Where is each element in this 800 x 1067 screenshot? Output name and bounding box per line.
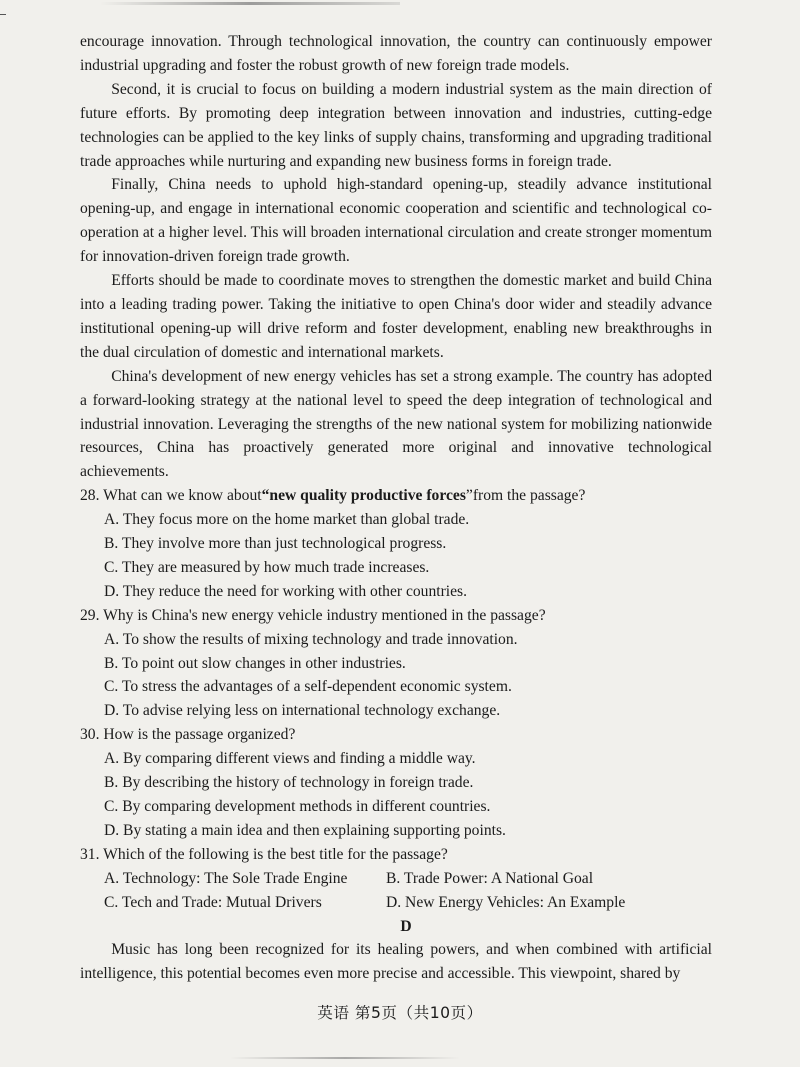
exam-page [80, 30, 712, 986]
scan-edge-mark [0, 14, 6, 15]
scan-artifact-bottom [230, 1057, 460, 1059]
question-31-option-c: C. Tech and Trade: Mutual Drivers [104, 893, 322, 911]
question-28-stem-pre: 28. What can we know about [80, 487, 262, 505]
question-30 [80, 723, 712, 843]
question-28 [80, 484, 712, 604]
question-31-option-a: A. Technology: The Sole Trade Engine [104, 869, 348, 887]
question-31 [80, 843, 712, 915]
question-29-option-c: C. To stress the advantages of a self-dependent economic system. [104, 678, 512, 696]
question-29-option-b: B. To point out slow changes in other industries. [104, 654, 406, 672]
passage-paragraph: Finally, China needs to uphold high-standard opening-up, steadily advance institutional opening-up, and engage in international economic cooperation and scientific and technological co-operation at a higher level. This will broaden international circulation and create stronger momentum for innovation-driven foreign trade growth. [80, 176, 712, 266]
question-28-option-d: D. They reduce the need for working with other countries. [104, 582, 468, 600]
page-footer: 英语 第5页（共10页） [317, 1004, 483, 1022]
question-30-option-b: B. By describing the history of technology in foreign trade. [104, 774, 474, 792]
question-28-option-b: B. They involve more than just technological progress. [104, 535, 447, 553]
scan-artifact-top [100, 2, 400, 5]
passage-paragraph: encourage innovation. Through technological innovation, the country can continuously empower industrial upgrading and foster the robust growth of new foreign trade models. [80, 33, 712, 74]
question-31-option-b: B. Trade Power: A National Goal [386, 869, 594, 887]
question-28-key-term: “new quality productive forces [261, 487, 466, 505]
question-29 [80, 604, 712, 724]
question-29-stem: 29. Why is China's new energy vehicle industry mentioned in the passage? [80, 606, 546, 624]
question-31-stem: 31. Which of the following is the best title for the passage? [80, 845, 448, 863]
question-30-stem: 30. How is the passage organized? [80, 726, 296, 744]
question-28-stem [80, 484, 712, 508]
section-d-intro: Music has long been recognized for its healing powers, and when combined with artificial intelligence, this potential becomes even more precise and accessible. This viewpoint, shared by [80, 941, 712, 983]
question-29-option-a: A. To show the results of mixing technology and trade innovation. [104, 630, 518, 648]
passage-paragraph: China's development of new energy vehicles has set a strong example. The country has adopted a forward-looking strategy at the national level to speed the deep integration of technological and industrial innovation. Leveraging the strengths of the new national system for mobilizing nationwide resources, China has proactively generated more original and innovative technological achievements. [80, 367, 712, 481]
question-31-option-d: D. New Energy Vehicles: An Example [386, 893, 626, 911]
question-28-option-c: C. They are measured by how much trade increases. [104, 558, 430, 576]
question-28-stem-post: ”from the passage? [465, 487, 586, 505]
passage-paragraph: Second, it is crucial to focus on building a modern industrial system as the main direction of future efforts. By promoting deep integration between innovation and industries, cutting-edge technologies can be applied to the key links of supply chains, transforming and upgrading traditional trade approaches while nurturing and expanding new business forms in foreign trade. [80, 80, 712, 170]
question-30-option-a: A. By comparing different views and finding a middle way. [104, 750, 476, 768]
section-d-heading: D [400, 917, 412, 935]
question-30-option-d: D. By stating a main idea and then explaining supporting points. [104, 821, 506, 839]
question-30-option-c: C. By comparing development methods in different countries. [104, 798, 491, 815]
question-29-option-d: D. To advise relying less on international technology exchange. [104, 702, 501, 720]
question-31-options [80, 867, 712, 915]
passage-paragraph: Efforts should be made to coordinate moves to strengthen the domestic market and build China into a leading trading power. Taking the initiative to open China's door wider and steadily advance institutional opening-up will drive reform and foster development, enabling new breakthroughs in the dual circulation of domestic and international markets. [80, 272, 712, 361]
question-28-option-a: A. They focus more on the home market than global trade. [104, 511, 470, 529]
